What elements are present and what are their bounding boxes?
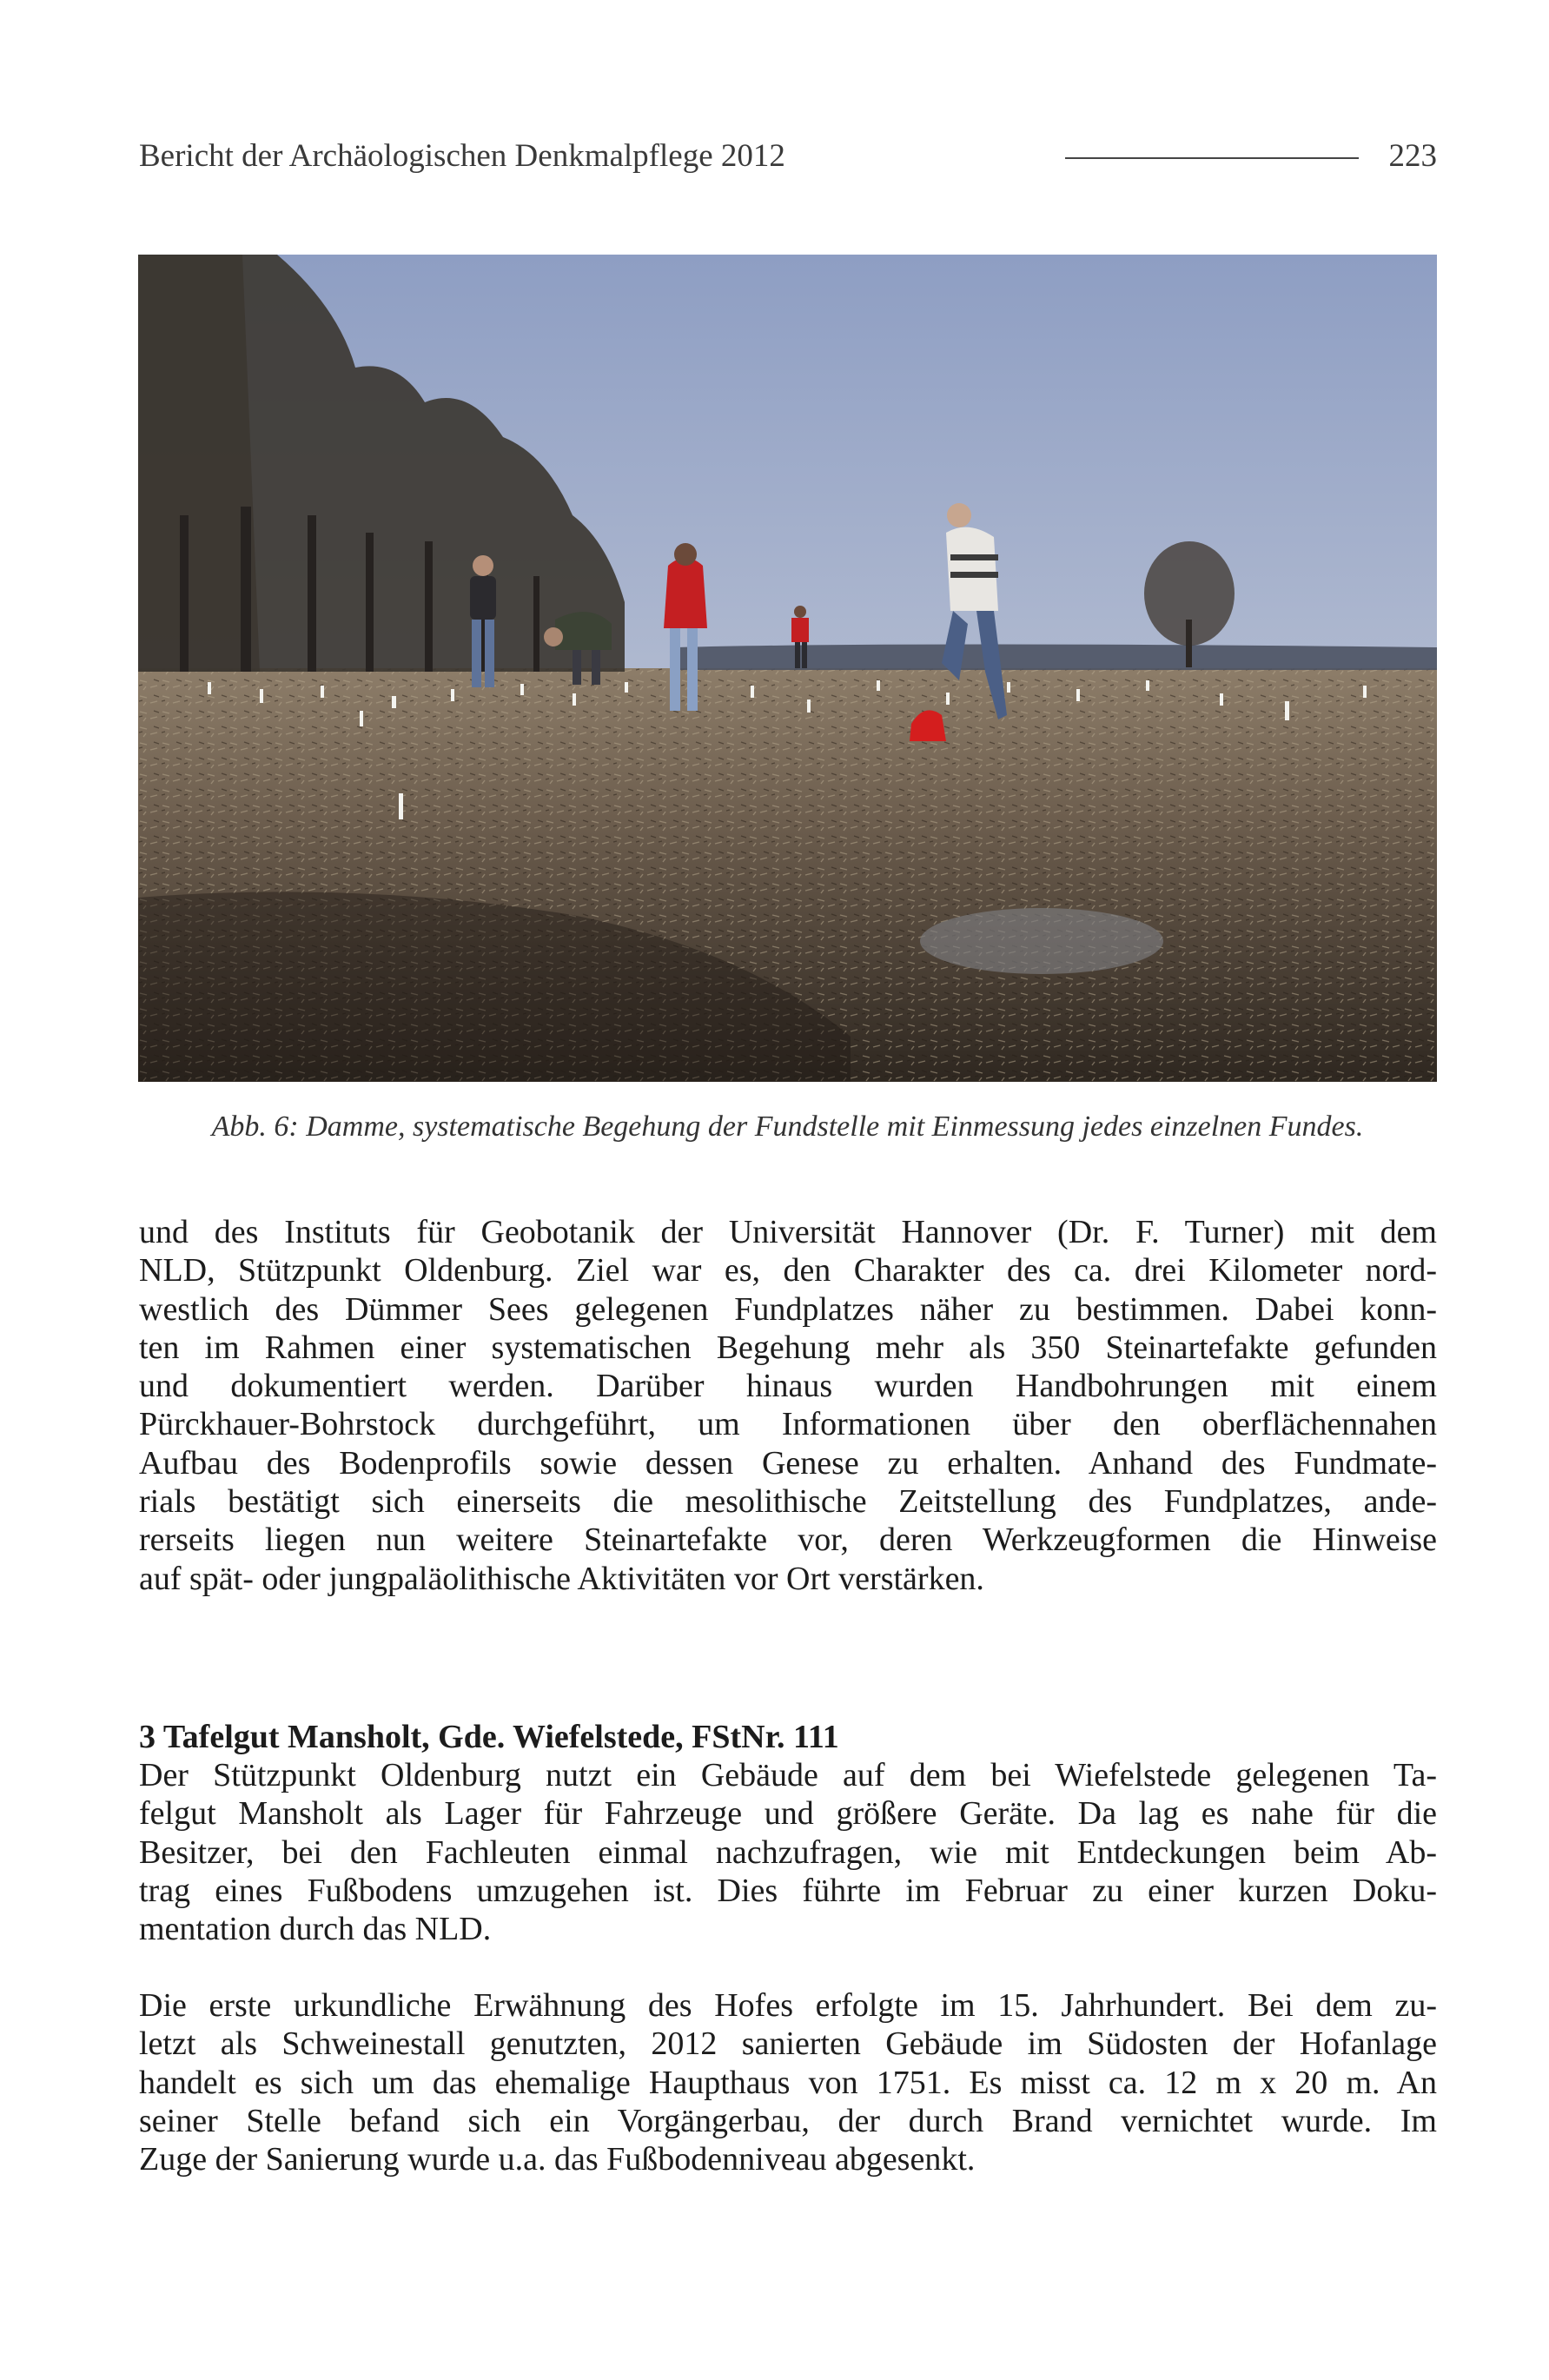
page-number: 223	[1388, 138, 1437, 174]
paragraph-1-line: westlich des Dümmer Sees gelegenen Fundplatzes näher zu bestimmen. Dabei konn-	[139, 1290, 1437, 1328]
field-survey-photo	[138, 255, 1437, 1082]
paragraph-2-line: Der Stützpunkt Oldenburg nutzt ein Gebäude auf dem bei Wiefelstede gelegenen Ta-	[139, 1757, 1437, 1793]
paragraph-1-line: und des Instituts für Geobotanik der Universität Hannover (Dr. F. Turner) mit dem	[139, 1214, 1437, 1250]
running-head	[139, 137, 1437, 181]
paragraph-1-line: Aufbau des Bodenprofils sowie dessen Genese zu erhalten. Anhand des Fundmate-	[139, 1444, 1437, 1482]
paragraph-2-line: trag eines Fußbodens umzugehen ist. Dies führte im Februar zu einer kurzen Doku-	[139, 1872, 1437, 1909]
paragraph-2-line: Besitzer, bei den Fachleuten einmal nachzufragen, wie mit Entdeckungen beim Ab-	[139, 1833, 1437, 1871]
paragraph-1-line: Pürckhauer-Bohrstock durchgeführt, um Informationen über den oberflächennahen	[139, 1406, 1437, 1443]
figure-caption: Abb. 6: Damme, systematische Begehung der Fundstelle mit Einmessung jedes einzelnen Fundes.	[211, 1110, 1364, 1143]
header-rule	[1065, 157, 1359, 159]
paragraph-3	[139, 1986, 1437, 2178]
paragraph-1-line: auf spät- oder jungpaläolithische Aktivitäten vor Ort verstärken.	[139, 1560, 984, 1597]
journal-title: Bericht der Archäologischen Denkmalpflege 2012	[139, 138, 785, 174]
section-heading: 3 Tafelgut Mansholt, Gde. Wiefelstede, FStNr. 111	[139, 1719, 839, 1755]
paragraph-1-line: rials bestätigt sich einerseits die mesolithische Zeitstellung des Fundplatzes, ande-	[139, 1483, 1437, 1521]
paragraph-2	[139, 1756, 1437, 1948]
photo-illustration	[138, 255, 1437, 1082]
sand-heap	[920, 908, 1163, 974]
paragraph-1-line: rerseits liegen nun weitere Steinartefakte vor, deren Werkzeugformen die Hinweise	[139, 1521, 1437, 1559]
paragraph-1-line: ten im Rahmen einer systematischen Begehung mehr als 350 Steinartefakte gefunden	[139, 1329, 1437, 1366]
paragraph-1-line: und dokumentiert werden. Darüber hinaus wurden Handbohrungen mit einem	[139, 1368, 1437, 1405]
distant-treeline	[677, 645, 1437, 671]
paragraph-1-line: NLD, Stützpunkt Oldenburg. Ziel war es, den Charakter des ca. drei Kilometer nord-	[139, 1252, 1437, 1289]
paragraph-1	[139, 1213, 1437, 1598]
paragraph-3-line: seiner Stelle befand sich ein Vorgängerbau, der durch Brand vernichtet wurde. Im	[139, 2102, 1437, 2139]
paragraph-3-line: Die erste urkundliche Erwähnung des Hofes erfolgte im 15. Jahrhundert. Bei dem zu-	[139, 1987, 1437, 2024]
paragraph-2-line: felgut Mansholt als Lager für Fahrzeuge und größere Geräte. Da lag es nahe für die	[139, 1795, 1437, 1833]
paragraph-3-line: handelt es sich um das ehemalige Haupthaus von 1751. Es misst ca. 12 m x 20 m. An	[139, 2064, 1437, 2101]
paragraph-3-line: Zuge der Sanierung wurde u.a. das Fußbodenniveau abgesenkt.	[139, 2141, 976, 2178]
paragraph-3-line: letzt als Schweinestall genutzten, 2012 sanierten Gebäude im Südosten der Hofanlage	[139, 2025, 1437, 2063]
paragraph-2-line: mentation durch das NLD.	[139, 1911, 492, 1948]
